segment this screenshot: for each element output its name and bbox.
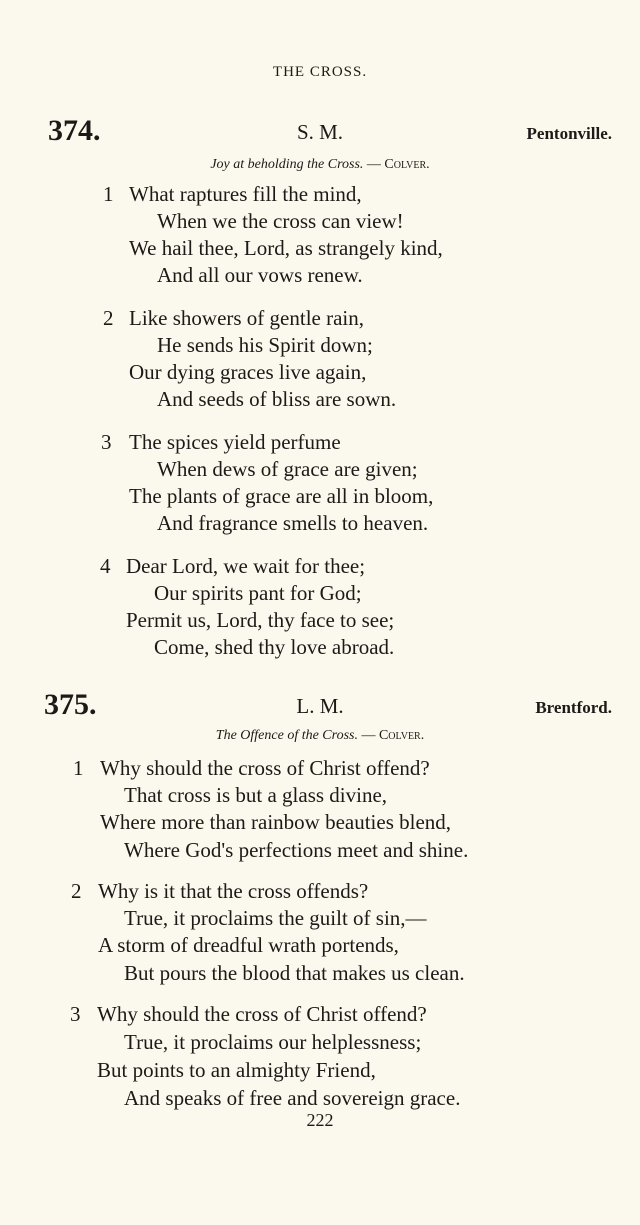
hymn-line: Why should the cross of Christ offend?: [97, 1002, 427, 1026]
hymn-line: And fragrance smells to heaven.: [157, 511, 429, 535]
hymn-line: True, it proclaims the guilt of sin,—: [124, 906, 427, 930]
hymn-line: Why is it that the cross offends?: [98, 879, 369, 903]
verse-number: 1: [73, 756, 84, 780]
hymn-line: The spices yield perfume: [129, 430, 341, 454]
hymn-meter: S. M.: [296, 120, 344, 144]
verse-number: 4: [100, 554, 111, 578]
hymn-line: Our dying graces live again,: [129, 360, 367, 384]
hymn-line: When dews of grace are given;: [157, 457, 418, 481]
verse-number: 3: [70, 1002, 81, 1026]
hymn-line: And all our vows renew.: [157, 263, 363, 287]
hymn-number: 375.: [44, 688, 97, 721]
hymn-subtitle: [0, 157, 640, 173]
hymn-line: A storm of dreadful wrath portends,: [98, 933, 399, 957]
hymn-line: And speaks of free and sovereign grace.: [124, 1086, 461, 1110]
running-head: THE CROSS.: [272, 64, 368, 80]
hymn-line: And seeds of bliss are sown.: [157, 387, 397, 411]
hymn-line: Dear Lord, we wait for thee;: [126, 554, 366, 578]
hymn-line: What raptures fill the mind,: [129, 182, 362, 206]
hymn-number: 374.: [48, 114, 101, 147]
hymn-tune: Brentford.: [535, 698, 612, 717]
hymn-subtitle-text: The Offence of the Cross.: [215, 728, 358, 743]
hymn-line: Why should the cross of Christ offend?: [100, 756, 430, 780]
hymn-tune: Pentonville.: [526, 124, 612, 143]
verse-number: 3: [101, 430, 112, 454]
hymn-line: He sends his Spirit down;: [157, 333, 373, 357]
hymn-header: [0, 688, 640, 722]
page-number: 222: [306, 1110, 334, 1130]
hymn-author: — Colver.: [361, 728, 425, 743]
hymn-line: Come, shed thy love abroad.: [154, 635, 395, 659]
hymn-line: We hail thee, Lord, as strangely kind,: [129, 236, 443, 260]
hymn-line: Our spirits pant for God;: [154, 581, 362, 605]
verse-number: 2: [103, 306, 114, 330]
hymn-line: Permit us, Lord, thy face to see;: [126, 608, 395, 632]
hymn-line: But pours the blood that makes us clean.: [124, 961, 465, 985]
hymn-line: Like showers of gentle rain,: [129, 306, 365, 330]
verse-number: 1: [103, 182, 114, 206]
hymn-meter: L. M.: [296, 694, 344, 718]
hymn-header: [0, 114, 640, 148]
verse-number: 2: [71, 879, 82, 903]
hymn-line: Where God's perfections meet and shine.: [124, 838, 469, 862]
hymn-line: The plants of grace are all in bloom,: [129, 484, 434, 508]
hymn-author: — Colver.: [366, 157, 430, 172]
hymn-line: That cross is but a glass divine,: [124, 783, 388, 807]
hymn-line: Where more than rainbow beauties blend,: [100, 810, 452, 834]
hymn-line: When we the cross can view!: [157, 209, 404, 233]
hymn-line: But points to an almighty Friend,: [97, 1058, 376, 1082]
hymn-subtitle: [0, 728, 640, 744]
hymn-line: True, it proclaims our helplessness;: [124, 1030, 422, 1054]
hymn-subtitle-text: Joy at beholding the Cross.: [210, 157, 364, 172]
